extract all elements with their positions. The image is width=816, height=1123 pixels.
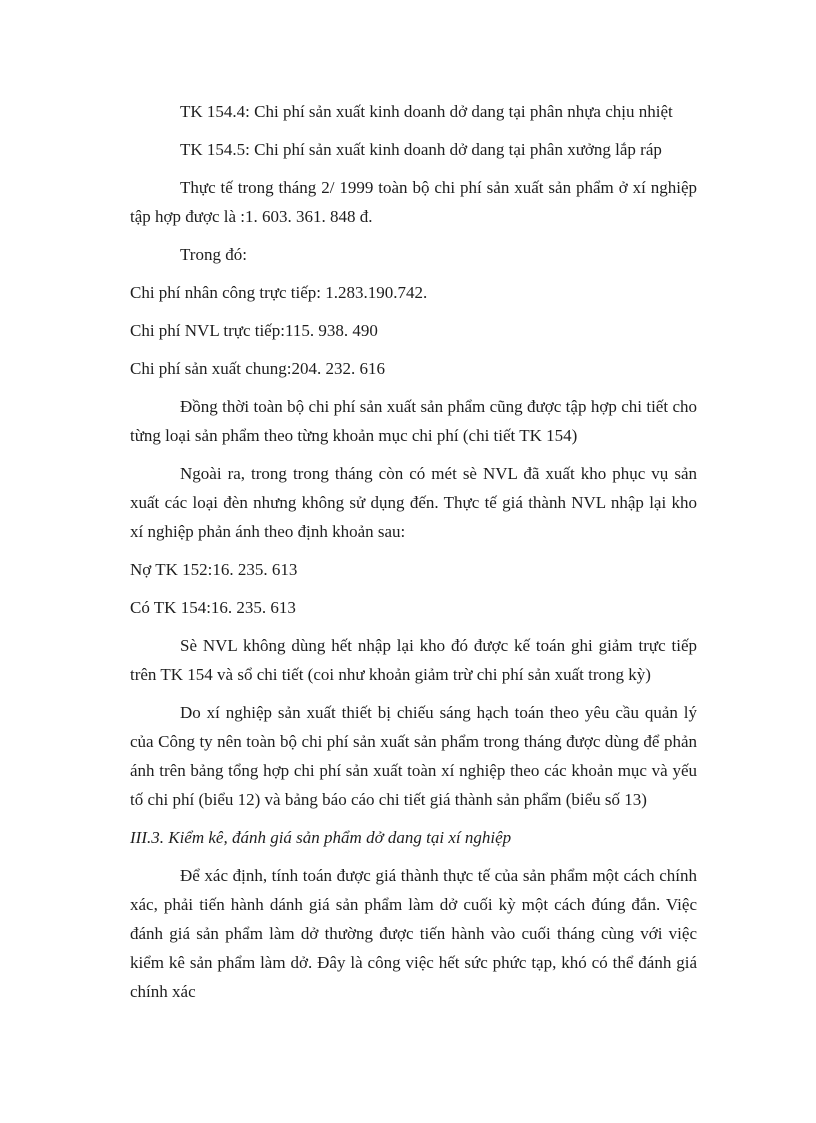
line-direct-material-cost: Chi phí NVL trực tiếp:115. 938. 490	[130, 321, 378, 340]
line-tk-154-5: TK 154.5: Chi phí sản xuất kinh doanh dở dang tại phân xưởng lắp ráp	[180, 140, 662, 159]
paragraph-total-production-cost: Thực tế trong tháng 2/ 1999 toàn bộ chi phí sản xuất sản phẩm ở xí nghiệp tập hợp được là :1. 603. 361. 848 đ.	[130, 178, 697, 226]
line-direct-labor-cost: Chi phí nhân công trực tiếp: 1.283.190.742.	[130, 283, 428, 302]
paragraph-cost-detail-allocation: Đồng thời toàn bộ chi phí sản xuất sản phẩm cũng được tập hợp chi tiết cho từng loại sản phẩm theo từng khoản mục chi phí (chi tiết TK 154)	[130, 397, 697, 445]
line-credit-tk-154: Có TK 154:16. 235. 613	[130, 598, 296, 617]
paragraph-material-reduction: Sè NVL không dùng hết nhập lại kho đó được kế toán ghi giảm trực tiếp trên TK 154 và sổ chi tiết (coi như khoản giảm trừ chi phí sản xuất trong kỳ)	[130, 636, 697, 684]
paragraph-cost-summary-reports: Do xí nghiệp sản xuất thiết bị chiếu sáng hạch toán theo yêu cầu quản lý của Công ty nên toàn bộ chi phí sản xuất sản phẩm trong tháng được dùng để phản ánh trên bảng tổng hợp chi phí sản xuất toàn xí nghiệp theo các khoản mục và yếu tố chi phí (biểu 12) và bảng báo cáo chi tiết giá thành sản phẩm (biểu số 13)	[130, 703, 697, 809]
line-trong-do: Trong đó:	[180, 245, 247, 264]
paragraph-unused-materials: Ngoài ra, trong trong tháng còn có mét sè NVL đã xuất kho phục vụ sản xuất các loại đèn nhưng không sử dụng đến. Thực tế giá thành NVL nhập lại kho xí nghiệp phản ánh theo định khoản sau:	[130, 464, 697, 541]
paragraph-wip-evaluation: Để xác định, tính toán được giá thành thực tế của sản phẩm một cách chính xác, phải tiến hành dánh giá sản phẩm làm dở cuối kỳ một cách đúng đắn. Việc đánh giá sản phẩm làm dở thường được tiến hành vào cuối tháng cùng với việc kiểm kê sản phẩm làm dở. Đây là công việc hết sức phức tạp, khó có thể đánh giá chính xác	[130, 866, 697, 1001]
line-tk-154-4: TK 154.4: Chi phí sản xuất kinh doanh dở dang tại phân nhựa chịu nhiệt	[180, 102, 673, 121]
line-overhead-cost: Chi phí sản xuất chung:204. 232. 616	[130, 359, 385, 378]
line-debit-tk-152: Nợ TK 152:16. 235. 613	[130, 560, 298, 579]
section-heading-iii-3: III.3. Kiểm kê, đánh giá sản phẩm dở dang tại xí nghiệp	[130, 828, 512, 847]
